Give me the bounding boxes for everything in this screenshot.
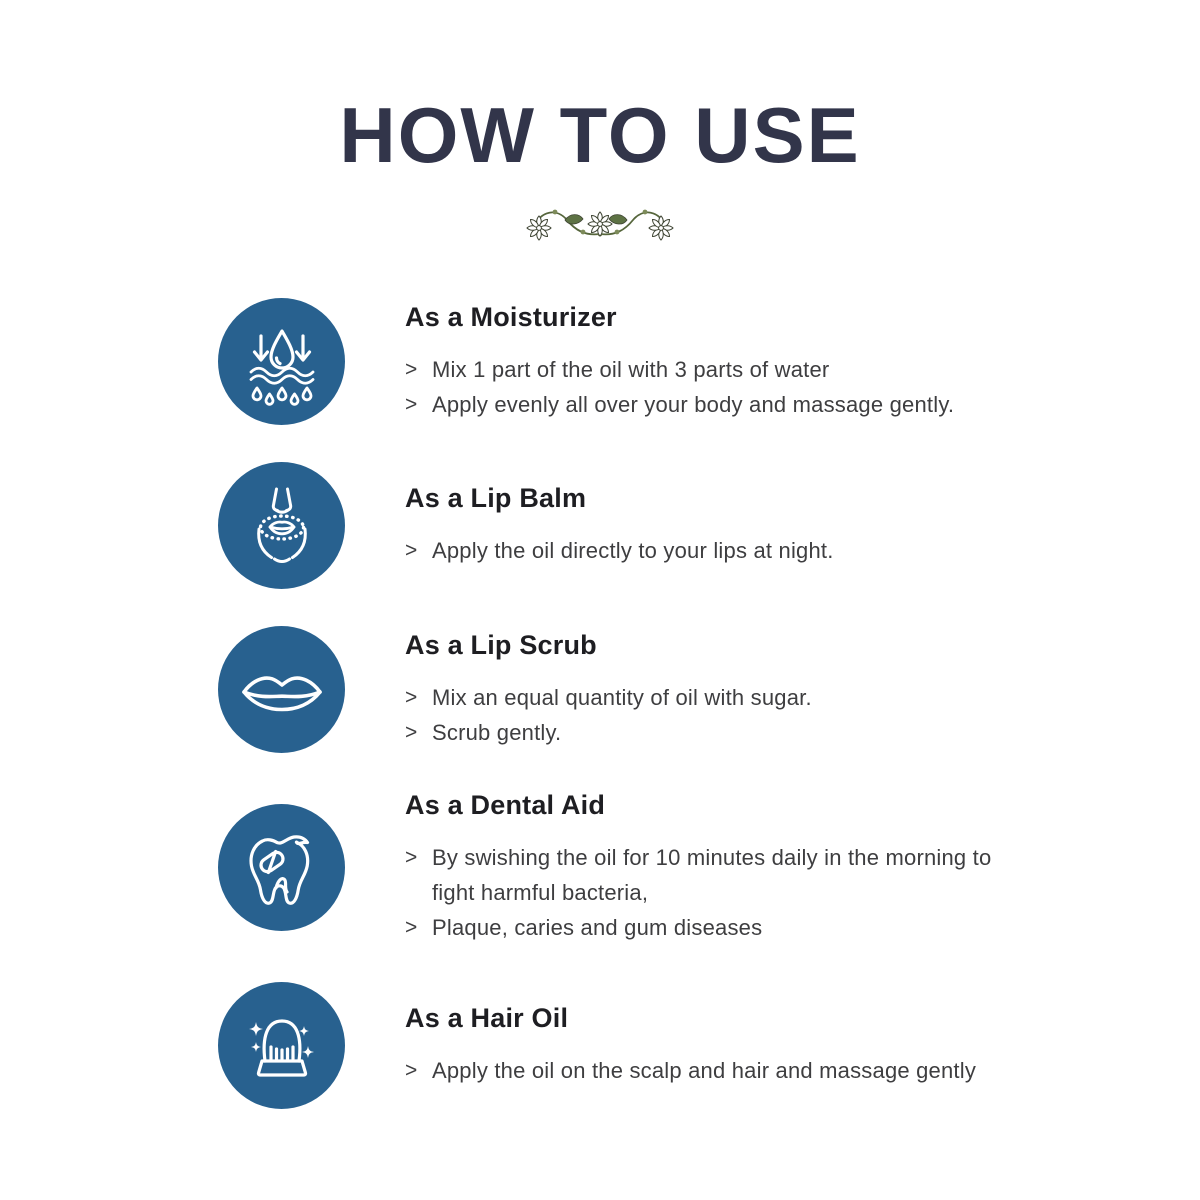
page-title: HOW TO USE [339,91,861,179]
moisture-drops-icon [232,312,332,412]
usage-sections [0,298,1200,1109]
bullet-marker: > [405,392,418,416]
bullet-item [405,840,1065,910]
usage-section-lip-scrub [218,626,1200,753]
usage-section-dental-aid [218,790,1200,945]
bullet-text: By swishing the oil for 10 minutes daily in the morning to fight harmful bacteria, [432,845,992,905]
bullet-item [405,352,1065,387]
usage-section-lip-balm [218,462,1200,589]
bullet-item [405,715,1065,750]
bullet-text: Plaque, caries and gum diseases [432,915,763,940]
bullet-marker: > [405,539,418,562]
bullet-text: Mix 1 part of the oil with 3 parts of water [432,356,830,382]
section-title: As a Hair Oil [405,1003,569,1033]
section-content [405,630,1065,750]
section-title: As a Moisturizer [405,301,617,332]
lips-icon [232,640,332,740]
bullet-list [405,352,1065,422]
floral-divider [515,200,685,246]
lip-scrub-icon [218,626,345,753]
hair-wig-icon [232,996,332,1096]
section-content [405,790,1065,945]
bullet-list [405,1053,1065,1088]
bullet-list [405,533,1065,568]
section-title: As a Lip Balm [405,483,587,513]
how-to-use-infographic [0,91,1200,1200]
bullet-list [405,680,1065,750]
bullet-text: Apply evenly all over your body and massage gently. [432,391,955,417]
bullet-marker: > [405,720,418,744]
usage-section-moisturizer [218,298,1200,425]
bullet-text: Scrub gently. [432,719,562,745]
section-title: As a Lip Scrub [405,629,597,660]
bullet-item [405,1053,1065,1088]
tooth-icon [232,818,332,918]
section-content [405,483,1065,568]
dental-aid-icon [218,804,345,931]
hair-oil-icon [218,982,345,1109]
section-title: As a Dental Aid [405,790,606,820]
bullet-marker: > [405,1059,418,1082]
bullet-marker: > [405,685,418,709]
bullet-list [405,840,1065,945]
bullet-item [405,680,1065,715]
section-content [405,1003,1065,1088]
moisturizer-icon [218,298,345,425]
floral-divider-graphic [515,200,685,246]
lip-balm-icon [218,462,345,589]
section-content [405,302,1065,422]
bullet-text: Mix an equal quantity of oil with sugar. [432,684,812,710]
bullet-text: Apply the oil directly to your lips at night. [432,538,834,563]
usage-section-hair-oil [218,982,1200,1109]
bullet-text: Apply the oil on the scalp and hair and massage gently [432,1058,977,1083]
bullet-item [405,533,1065,568]
bullet-marker: > [405,846,418,869]
bullet-item [405,387,1065,422]
bullet-marker: > [405,916,418,939]
bullet-item [405,910,1065,945]
bullet-marker: > [405,357,418,381]
face-lips-icon [232,476,332,576]
